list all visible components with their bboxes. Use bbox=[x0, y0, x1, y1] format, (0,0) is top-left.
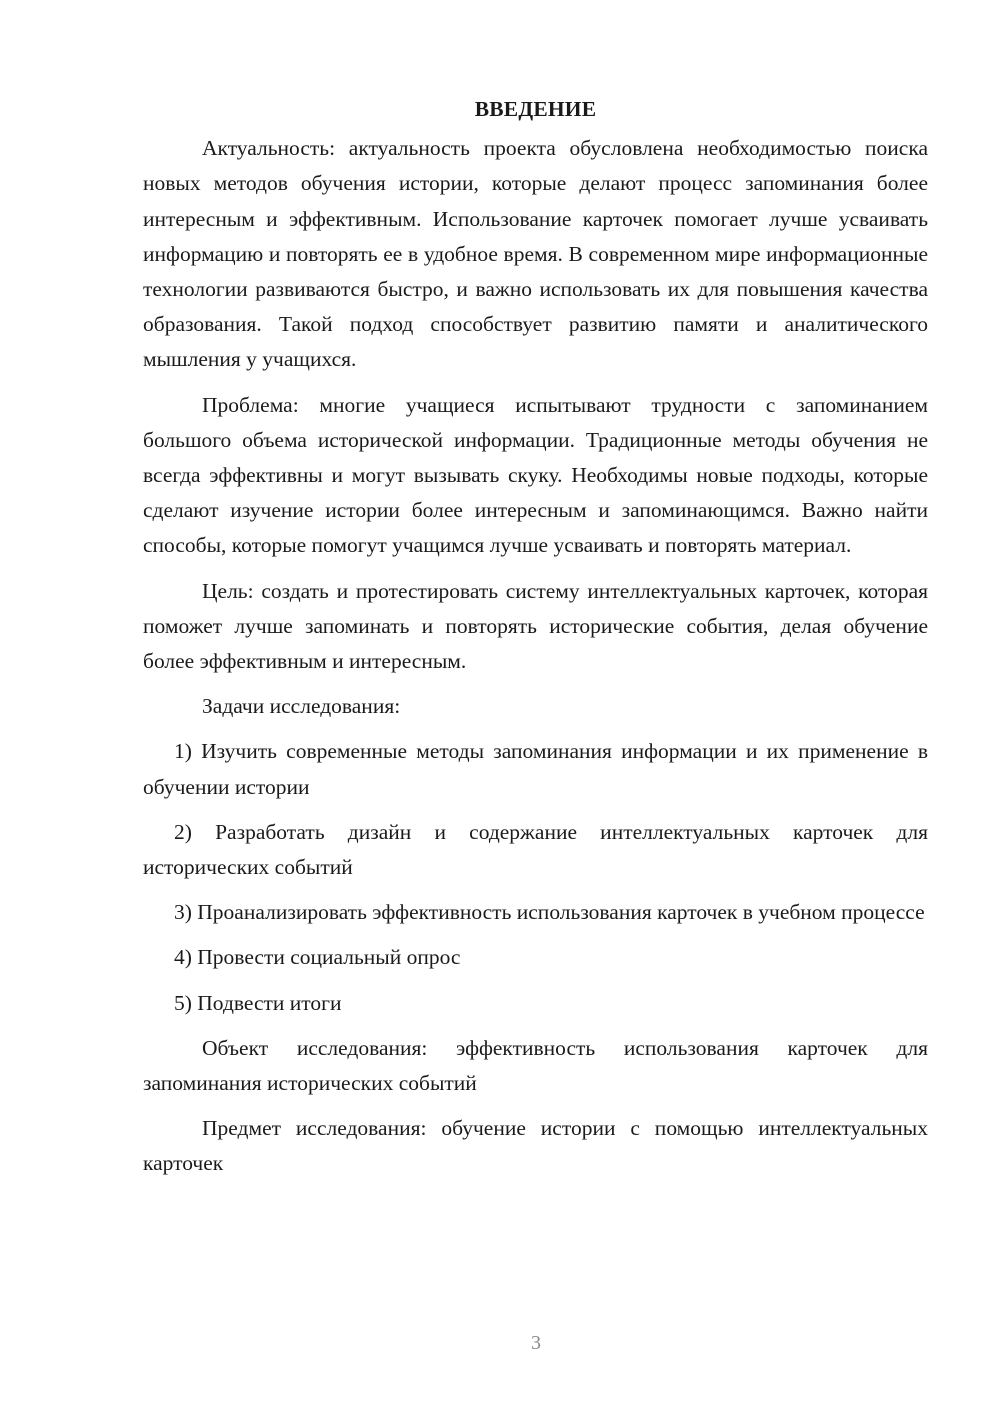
tasks-heading: Задачи исследования: bbox=[202, 694, 401, 719]
relevance-paragraph: Актуальность: актуальность проекта обусловлена необходимостью поиска новых методов обучения истории, которые делают процесс запоминания более интересным и эффективным. Использование карточек помогает лучше усваивать информацию и повторять ее в удобное время. В современном мире информационные технологии развиваются быстро, и важно использовать их для повышения качества образования. Такой подход способствует развитию памяти и аналитического мышления у учащихся. bbox=[143, 136, 928, 372]
subject-paragraph: Предмет исследования: обучение истории с помощью интеллектуальных карточек bbox=[143, 1116, 928, 1176]
problem-paragraph: Проблема: многие учащиеся испытывают трудности с запоминанием большого объема исторической информации. Традиционные методы обучения не всегда эффективны и могут вызывать скуку. Необходимы новые подходы, которые сделают изучение истории более интересным и запоминающимся. Важно найти способы, которые помогут учащимся лучше усваивать и повторять материал. bbox=[143, 392, 928, 558]
goal-paragraph: Цель: создать и протестировать систему интеллектуальных карточек, которая поможет лучше запоминать и повторять исторические события, делая обучение более эффективным и интересным. bbox=[143, 578, 928, 674]
task-item-5: 5) Подвести итоги bbox=[174, 990, 342, 1015]
section-title: ВВЕДЕНИЕ bbox=[474, 97, 597, 121]
task-item-2: 2) Разработать дизайн и содержание интеллектуальных карточек для исторических событий bbox=[143, 819, 928, 880]
task-item-3: 3) Проанализировать эффективность использования карточек в учебном процессе bbox=[174, 900, 925, 925]
page-number: 3 bbox=[531, 1332, 541, 1354]
document-page bbox=[143, 92, 928, 1192]
task-item-4: 4) Провести социальный опрос bbox=[174, 945, 461, 970]
task-item-1: 1) Изучить современные методы запоминания информации и их применение в обучении истории bbox=[143, 739, 928, 799]
object-paragraph: Объект исследования: эффективность использования карточек для запоминания исторических событий bbox=[143, 1035, 928, 1096]
